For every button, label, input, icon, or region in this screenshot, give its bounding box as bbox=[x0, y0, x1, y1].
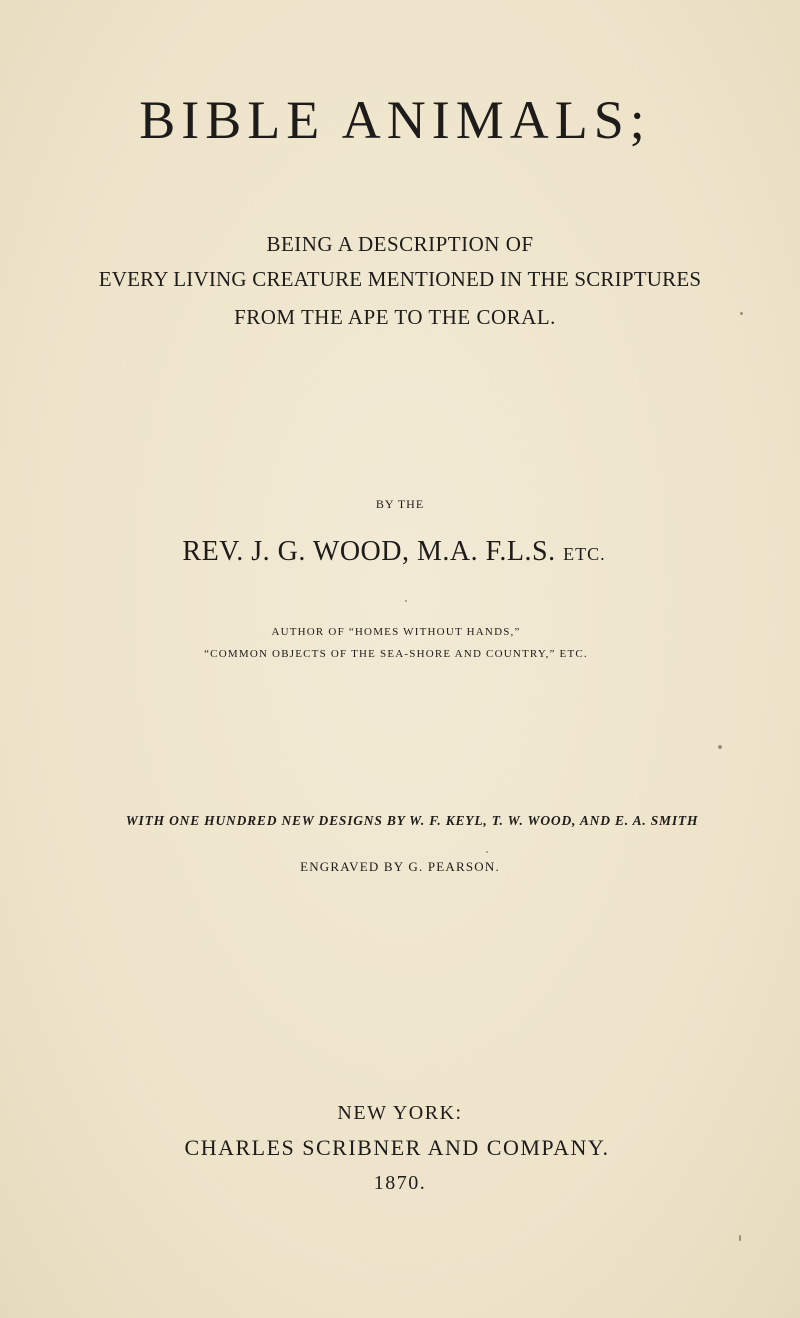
subtitle-line-1: BEING A DESCRIPTION OF bbox=[266, 232, 534, 256]
subtitle-line-2: EVERY LIVING CREATURE MENTIONED IN THE SCRIPTURES bbox=[98, 267, 702, 291]
other-works-line-1: AUTHOR OF “HOMES WITHOUT HANDS,” bbox=[271, 626, 521, 638]
paper-speck bbox=[486, 851, 488, 853]
author-suffix: ETC. bbox=[563, 544, 606, 564]
paper-speck bbox=[718, 745, 722, 749]
publication-year: 1870. bbox=[373, 1172, 427, 1194]
paper-speck bbox=[740, 312, 743, 315]
illustrations-credit: WITH ONE HUNDRED NEW DESIGNS BY W. F. KEYL, T. W. WOOD, AND E. A. SMITH bbox=[125, 813, 699, 828]
paper-speck bbox=[739, 1235, 741, 1241]
publication-place: NEW YORK: bbox=[337, 1102, 463, 1124]
engraver-credit: ENGRAVED BY G. PEARSON. bbox=[300, 859, 500, 874]
book-title: BIBLE ANIMALS; bbox=[139, 90, 651, 150]
by-line: BY THE bbox=[375, 497, 425, 511]
subtitle-line-3: FROM THE APE TO THE CORAL. bbox=[234, 305, 556, 329]
author-name: REV. J. G. WOOD, M.A. F.L.S. bbox=[182, 536, 556, 567]
publisher-name: CHARLES SCRIBNER AND COMPANY. bbox=[184, 1135, 610, 1160]
other-works-line-2: “COMMON OBJECTS OF THE SEA-SHORE AND COUNTRY,” ETC. bbox=[204, 648, 588, 660]
paper-speck bbox=[405, 600, 407, 602]
author-line bbox=[0, 535, 794, 571]
